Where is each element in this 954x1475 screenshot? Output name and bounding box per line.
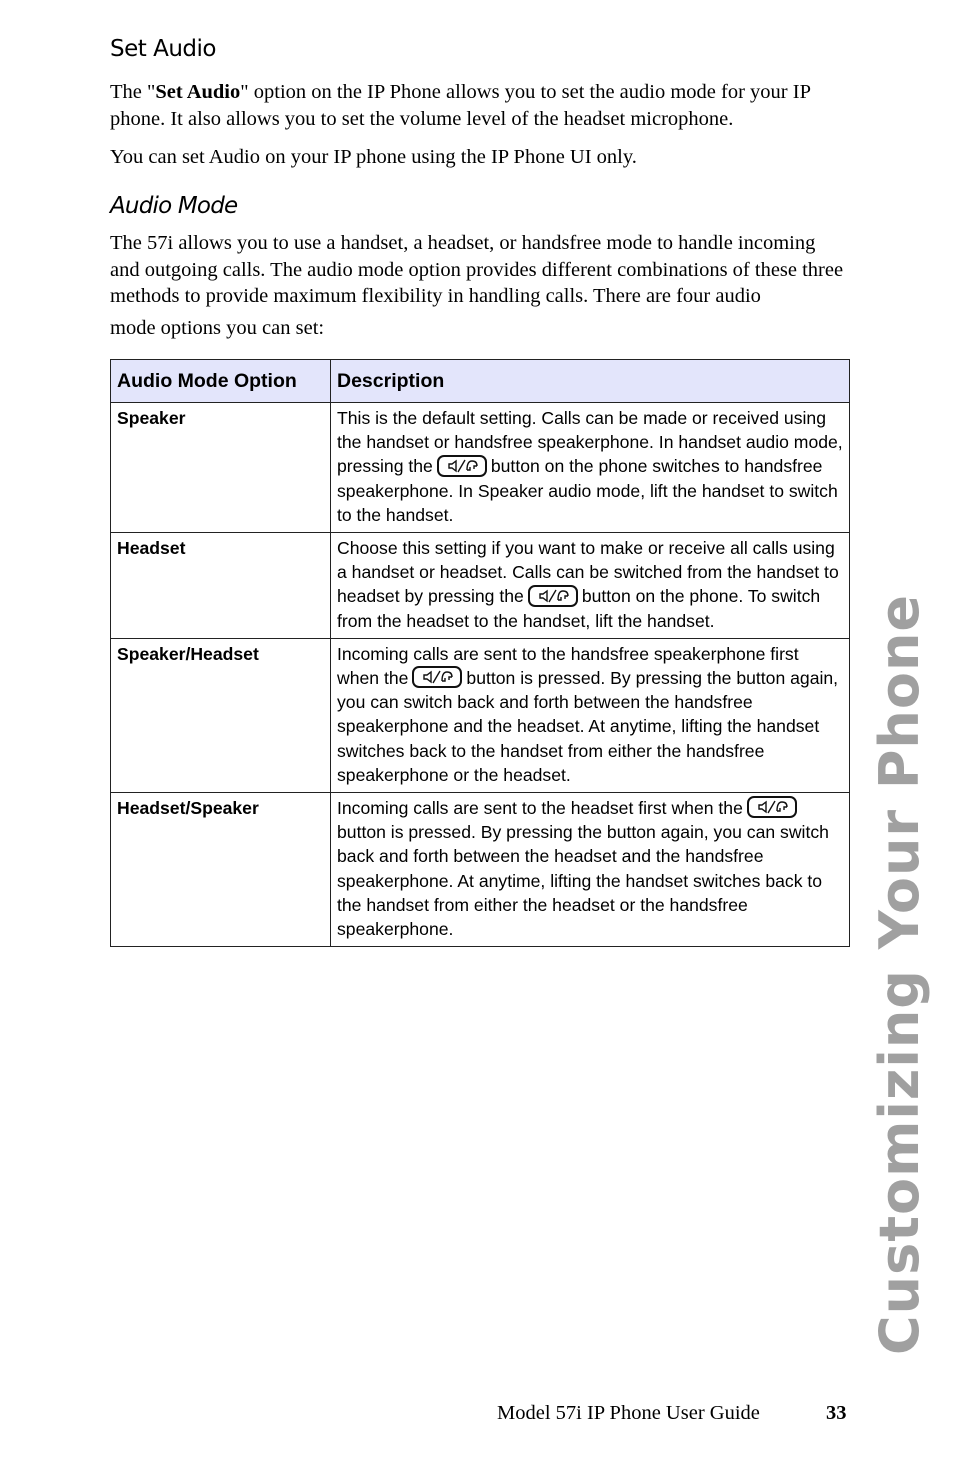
description-text: button on the phone. To switch from the headset to the handset, lift the handset.	[337, 586, 821, 631]
description-text: Incoming calls are sent to the handsfree speakerphone first when the	[337, 643, 799, 689]
description-text: Incoming calls are sent to the headset first when the	[337, 798, 743, 819]
table-header-description: Description	[331, 360, 850, 403]
option-cell: Speaker	[111, 403, 331, 533]
audio-mode-intro	[110, 230, 850, 341]
table-row	[111, 403, 850, 533]
speaker-headset-key-icon	[747, 796, 797, 818]
option-cell: Speaker/Headset	[111, 638, 331, 792]
option-cell: Headset/Speaker	[111, 793, 331, 947]
table-row	[111, 638, 850, 792]
table-header-option: Audio Mode Option	[111, 360, 331, 403]
audio-mode-table	[110, 359, 850, 947]
description-cell	[331, 533, 850, 639]
description-text: Choose this setting if you want to make or receive all calls using a handset or headset. Calls can be switched from the handset to headset by pressing the	[337, 538, 839, 607]
set-audio-intro	[110, 79, 850, 132]
speaker-headset-key-icon	[528, 585, 578, 607]
table-header-row	[111, 360, 850, 403]
set-audio-ui-note: You can set Audio on your IP phone using the IP Phone UI only.	[110, 146, 637, 168]
speaker-headset-key-icon	[437, 455, 487, 477]
table-row	[111, 533, 850, 639]
description-text: button on the phone switches to handsfree speakerphone. In Speaker audio mode, lift the handset to switch to the handset.	[337, 456, 838, 525]
description-text: button is pressed. By pressing the button again, you can switch back and forth between the handsfree speakerphone and the headset. At anytime, lifting the handset switches back to the handset from either the handsfree speakerphone or the headset.	[337, 668, 839, 785]
footer-guide-title: Model 57i IP Phone User Guide	[497, 1402, 760, 1424]
speaker-headset-key-icon	[412, 666, 462, 688]
description-cell	[331, 638, 850, 792]
set-audio-heading: Set Audio	[110, 36, 216, 62]
footer-page-number: 33	[826, 1402, 847, 1424]
option-cell: Headset	[111, 533, 331, 639]
description-text: button is pressed. By pressing the button again, you can switch back and forth between the headset and the handsfree speakerphone. At anytime, lifting the handset switches back to the handset from either the headset or the handsfree speakerphone.	[337, 822, 829, 940]
intro-suffix: " option on the IP Phone allows you to set the audio mode for your IP phone. It also allows you to set the volume level of the headset microphone.	[110, 81, 811, 130]
audio-mode-intro-last-line: mode options you can set:	[110, 316, 325, 339]
description-cell	[331, 793, 850, 947]
intro-bold-term: Set Audio	[155, 81, 241, 103]
audio-mode-intro-text: The 57i allows you to use a handset, a headset, or handsfree mode to handle incoming and outgoing calls. The audio mode option provides different combinations of these three methods to provide maximum flexibility in handling calls. There are four audio	[110, 232, 844, 307]
description-cell	[331, 403, 850, 533]
description-text: This is the default setting. Calls can be made or received using the handset or handsfree speakerphone. In handset audio mode, pressing the	[337, 408, 843, 477]
chapter-side-tab: Customizing Your Phone	[868, 593, 931, 1355]
table-row	[111, 793, 850, 947]
intro-prefix: The "	[110, 81, 156, 103]
audio-mode-heading: Audio Mode	[110, 193, 238, 219]
